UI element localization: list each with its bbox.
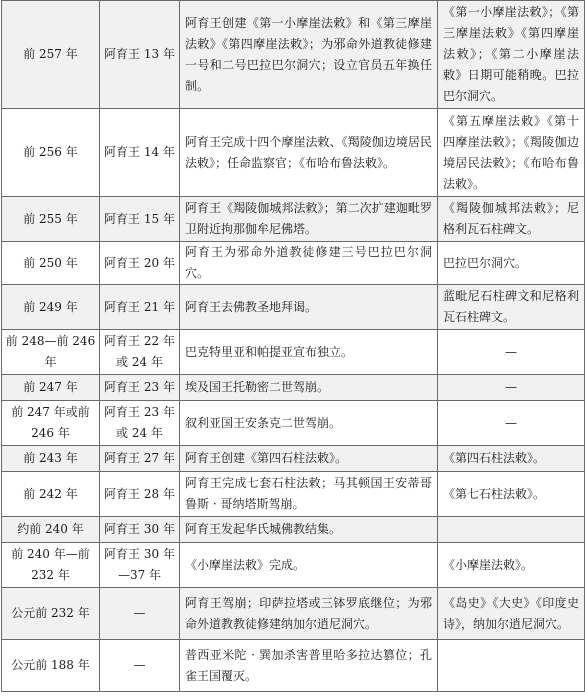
event-cell: 阿育王为邪命外道教徒修建三号巴拉巴尔洞穴。 [180,242,438,285]
event-cell: 阿育王去佛教圣地拜谒。 [180,285,438,330]
source-cell [438,640,585,692]
source-cell: — [438,401,585,446]
year-cell: 前 242 年 [2,472,100,517]
table-row [2,109,585,197]
source-cell [438,517,585,543]
event-cell: 埃及国王托勒密二世驾崩。 [180,375,438,401]
table-row [2,517,585,543]
table-row [2,588,585,640]
table-row [2,446,585,472]
reign-cell: 阿育王 23 年或 24 年 [100,401,180,446]
table-row [2,330,585,375]
event-cell: 阿育王发起华氏城佛教结集。 [180,517,438,543]
reign-cell: — [100,640,180,692]
year-cell: 公元前 232 年 [2,588,100,640]
chronology-table [1,0,585,692]
reign-cell: 阿育王 15 年 [100,197,180,242]
event-cell: 阿育王完成十四个摩崖法敕、《羯陵伽边境居民法敕》；任命监察官；《布哈布鲁法敕》。 [180,109,438,197]
reign-cell: 阿育王 30 年 [100,517,180,543]
table-row [2,472,585,517]
year-cell: 前 255 年 [2,197,100,242]
table-row [2,375,585,401]
reign-cell: — [100,588,180,640]
table-row [2,401,585,446]
year-cell: 前 248—前 246 年 [2,330,100,375]
source-cell: 巴拉巴尔洞穴。 [438,242,585,285]
event-cell: 叙利亚国王安条克二世驾崩。 [180,401,438,446]
table-row [2,1,585,109]
table-row [2,242,585,285]
source-cell: 《第七石柱法敕》。 [438,472,585,517]
source-cell: — [438,375,585,401]
source-cell: 蓝毗尼石柱碑文和尼格利瓦石柱碑文。 [438,285,585,330]
source-cell: 《岛史》《大史》《印度史诗》，纳加尔逍尼洞穴。 [438,588,585,640]
year-cell: 前 247 年或前 246 年 [2,401,100,446]
year-cell: 前 243 年 [2,446,100,472]
event-cell: 《小摩崖法敕》完成。 [180,543,438,588]
table-row [2,543,585,588]
source-cell: 《羯陵伽城邦法敕》；尼格利瓦石柱碑文。 [438,197,585,242]
reign-cell: 阿育王 27 年 [100,446,180,472]
year-cell: 约前 240 年 [2,517,100,543]
event-cell: 巴克特里亚和帕提亚宣布独立。 [180,330,438,375]
reign-cell: 阿育王 20 年 [100,242,180,285]
reign-cell: 阿育王 28 年 [100,472,180,517]
table-row [2,285,585,330]
year-cell: 前 256 年 [2,109,100,197]
event-cell: 阿育王创建《第一小摩崖法敕》和《第三摩崖法敕》《第四摩崖法敕》；为邪命外道教徒修建一号和二号巴拉巴尔洞穴；设立官员五年换任制。 [180,1,438,109]
year-cell: 前 240 年—前 232 年 [2,543,100,588]
source-cell: 《小摩崖法敕》。 [438,543,585,588]
year-cell: 前 247 年 [2,375,100,401]
year-cell: 公元前 188 年 [2,640,100,692]
event-cell: 阿育王创建《第四石柱法敕》。 [180,446,438,472]
reign-cell: 阿育王 23 年 [100,375,180,401]
reign-cell: 阿育王 14 年 [100,109,180,197]
source-cell: 《第一小摩崖法敕》；《第三摩崖法敕》《第四摩崖法敕》；《第二小摩崖法敕》日期可能稍晚。巴拉巴尔洞穴。 [438,1,585,109]
event-cell: 阿育王驾崩；印萨拉塔或三钵罗底继位；为邪命外道教教徒修建纳加尔逍尼洞穴。 [180,588,438,640]
year-cell: 前 257 年 [2,1,100,109]
table-row [2,197,585,242]
year-cell: 前 250 年 [2,242,100,285]
table-row [2,640,585,692]
event-cell: 阿育王完成七套石柱法敕；马其顿国王安蒂哥鲁斯 · 哥纳塔斯驾崩。 [180,472,438,517]
reign-cell: 阿育王 21 年 [100,285,180,330]
reign-cell: 阿育王 30 年—37 年 [100,543,180,588]
source-cell: — [438,330,585,375]
source-cell: 《第四石柱法敕》。 [438,446,585,472]
year-cell: 前 249 年 [2,285,100,330]
reign-cell: 阿育王 13 年 [100,1,180,109]
reign-cell: 阿育王 22 年或 24 年 [100,330,180,375]
event-cell: 阿育王《羯陵伽城邦法敕》；第二次扩建迦毗罗卫附近拘那伽牟尼佛塔。 [180,197,438,242]
source-cell: 《第五摩崖法敕》《第十四摩崖法敕》；《羯陵伽边境居民法敕》；《布哈布鲁法敕》。 [438,109,585,197]
event-cell: 普西亚米陀 · 巽加杀害普里哈多拉达篡位；孔雀王国覆灭。 [180,640,438,692]
